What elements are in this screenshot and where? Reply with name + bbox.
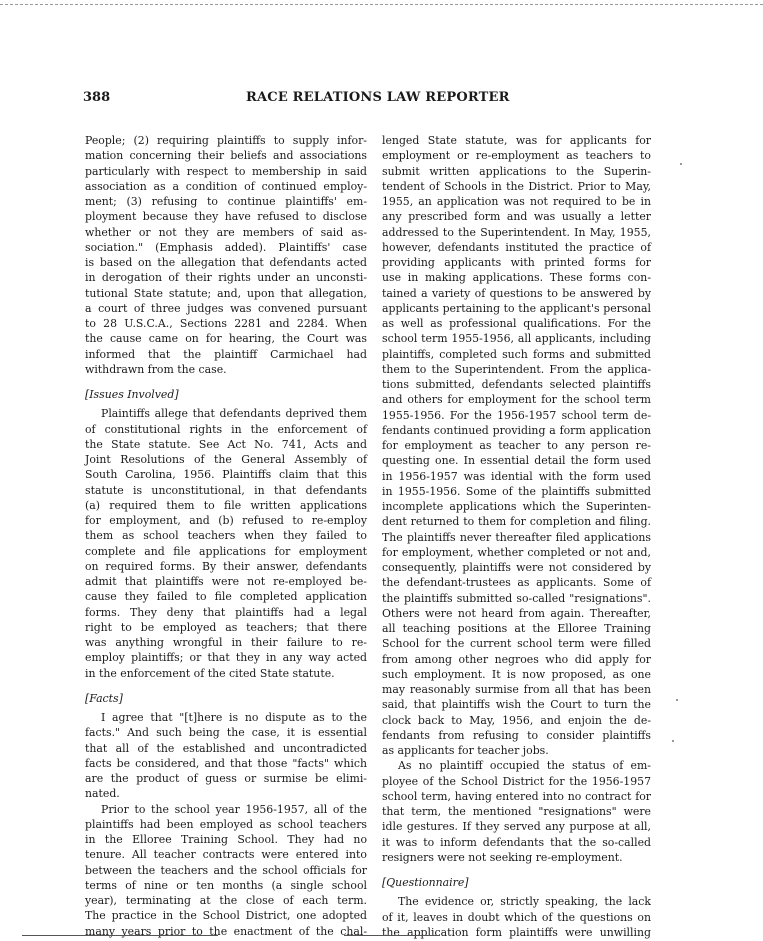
text-line: complete and file applications for employment (85, 544, 367, 558)
text-line: 1955-1956. For the 1956-1957 school term de- (382, 408, 651, 422)
text-line: whether or not they are members of said as- (85, 225, 367, 239)
text-line: from among other negroes who did apply for (382, 652, 651, 666)
text-line: tions submitted, defendants selected plaintiffs (382, 378, 651, 391)
text-line: such employment. It is now proposed, as one (382, 667, 651, 681)
issues-paragraph (85, 406, 367, 681)
text-line: that all of the established and uncontradicted (85, 741, 367, 755)
text-line: statute is unconstitutional, in that defendants (85, 483, 367, 497)
facts-heading: [Facts] (85, 691, 123, 705)
left-column (85, 133, 367, 939)
text-line: all teaching positions at the Elloree Training (382, 622, 651, 635)
text-line: incomplete applications which the Superinten- (382, 500, 651, 513)
text-line: admit that plaintiffs were not re-employed be- (85, 575, 367, 588)
scan-speck (672, 740, 674, 742)
text-line: consequently, plaintiffs were not considered by (382, 561, 651, 574)
text-line: Prior to the school year 1956-1957, all of the (101, 802, 367, 816)
scan-speck (680, 163, 682, 165)
text-line: resigners were not seeking re-employment. (382, 850, 623, 864)
text-line: ployee of the School District for the 1956-1957 (382, 774, 651, 788)
text-line: of it, leaves in doubt which of the questions on (382, 910, 651, 924)
resignations-paragraph (382, 758, 651, 865)
text-line: use in making applications. These forms con- (382, 271, 651, 285)
text-line: tained a variety of questions to be answered by (382, 286, 651, 300)
right-column (382, 133, 651, 940)
text-line: right to be employed as teachers; that there (85, 620, 367, 634)
intro-paragraph (85, 133, 367, 377)
text-line: association as a condition of continued employ- (85, 179, 367, 193)
text-line: the plaintiffs submitted so-called "resignations". (382, 591, 651, 605)
page-top-edge (0, 4, 763, 5)
text-line: School for the current school term were filled (382, 637, 651, 651)
text-line: between the teachers and the school officials for (85, 863, 367, 877)
text-line: year), terminating at the close of each term. (85, 894, 367, 907)
text-line: As no plaintiff occupied the status of em- (398, 759, 651, 773)
text-line: in 1955-1956. Some of the plaintiffs submitted (382, 484, 651, 498)
text-line: People; (2) requiring plaintiffs to supply infor- (85, 134, 367, 147)
text-line: employment or re-employment as teachers to (382, 149, 651, 163)
text-line: on required forms. By their answer, defendants (85, 559, 367, 573)
text-line: school term 1955-1956, all applicants, including (382, 332, 651, 346)
text-line: tenure. All teacher contracts were entered into (85, 848, 367, 862)
text-line: in the Elloree Training School. They had no (85, 833, 367, 846)
text-line: Plaintiffs allege that defendants deprived them (101, 407, 367, 421)
text-line: The plaintiffs never thereafter filed applications (382, 530, 651, 544)
text-line: dent returned to them for completion and filing. (382, 515, 651, 529)
text-line: plaintiffs had been employed as school teachers (85, 817, 367, 831)
issues-heading: [Issues Involved] (85, 388, 179, 401)
text-line: however, defendants instituted the practice of (382, 240, 651, 254)
text-line: the cause came on for hearing, the Court was (85, 332, 367, 346)
text-line: ployment because they have refused to disclose (85, 210, 367, 224)
text-line: The evidence or, strictly speaking, the lack (398, 895, 651, 909)
text-line: fendants from refusing to consider plaintiffs (382, 728, 651, 742)
text-line: forms. They deny that plaintiffs had a legal (85, 605, 367, 619)
text-line: in 1956-1957 was idential with the form used (382, 469, 651, 483)
text-line: plaintiffs, completed such forms and submitted (382, 347, 651, 361)
text-line: idle gestures. If they served any purpose at all, (382, 820, 651, 834)
text-line: that term, the mentioned "resignations" were (382, 805, 651, 818)
text-line: submit written applications to the Superin- (382, 164, 651, 178)
text-line: mation concerning their beliefs and associations (85, 149, 367, 163)
text-line: them as school teachers when they failed to (85, 529, 367, 543)
text-line: said, that plaintiffs wish the Court to turn the (382, 698, 651, 712)
text-line: any prescribed form and was usually a letter (382, 210, 651, 224)
text-line: lenged State statute, was for applicants for (382, 134, 651, 147)
text-line: questing one. In essential detail the form used (382, 454, 651, 468)
text-line: employ plaintiffs; or that they in any way acted (85, 651, 367, 665)
questionnaire-heading: [Questionnaire] (382, 876, 469, 889)
text-line: ment; (3) refusing to continue plaintiffs' em- (85, 195, 367, 208)
text-line: school term, having entered into no contract for (382, 789, 651, 803)
text-line: the defendant-trustees as applicants. Some of (382, 576, 651, 590)
text-line: fendants continued providing a form application (382, 423, 651, 437)
text-line: 1955, an application was not required to be in (382, 195, 651, 208)
text-line: was anything wrongful in their failure to re- (85, 636, 367, 649)
text-line: withdrawn from the case. (85, 362, 227, 376)
text-line: addressed to the Superintendent. In May, 1955, (382, 225, 651, 239)
text-line: Others were not heard from again. Thereafter, (382, 606, 651, 620)
text-line: South Carolina, 1956. Plaintiffs claim that this (85, 468, 367, 482)
text-line: cause they failed to file completed application (85, 590, 367, 604)
text-line: the State statute. See Act No. 741, Acts and (85, 437, 367, 451)
text-line: clock back to May, 1956, and enjoin the de- (382, 713, 651, 727)
text-line: in derogation of their rights under an unconsti- (85, 271, 367, 285)
text-line: the application form plaintiffs were unwilling (382, 925, 651, 939)
text-line: is based on the allegation that defendants acted (85, 256, 367, 269)
text-line: to 28 U.S.C.A., Sections 2281 and 2284. When (85, 317, 367, 330)
text-line: Joint Resolutions of the General Assembly of (85, 453, 367, 466)
text-line: applicants pertaining to the applicant's personal (382, 301, 651, 315)
text-line: providing applicants with printed forms for (382, 256, 651, 269)
text-line: nated. (85, 787, 120, 801)
facts-paragraph-2 (85, 802, 367, 939)
text-line: a court of three judges was convened pursuant (85, 301, 367, 315)
text-line: them to the Superintendent. From the applica- (382, 362, 651, 376)
footer-rule (344, 935, 440, 936)
text-line: and others for employment for the school term (382, 393, 651, 407)
text-line: may reasonably surmise from all that has been (382, 683, 651, 696)
text-line: (a) required them to file written applications (85, 498, 367, 512)
text-line: for employment, whether completed or not and, (382, 545, 651, 559)
text-line: tutional State statute; and, upon that allegation, (85, 286, 367, 300)
scan-speck (676, 699, 678, 701)
text-line: of constitutional rights in the enforcement of (85, 422, 367, 436)
footer-rule (22, 935, 218, 936)
text-line: it was to inform defendants that the so-called (382, 835, 651, 849)
text-line: for employment, and (b) refused to re-employ (85, 514, 367, 527)
text-line: informed that the plaintiff Carmichael had (85, 347, 367, 361)
text-line: facts." And such being the case, it is essential (85, 726, 367, 740)
text-line: as well as professional qualifications. For the (382, 317, 651, 330)
text-line: are the product of guess or surmise be elimi- (85, 772, 367, 785)
text-line: in the enforcement of the cited State statute. (85, 666, 335, 680)
text-line: tendent of Schools in the District. Prior to May, (382, 179, 651, 193)
text-line: particularly with respect to membership in said (85, 164, 367, 178)
text-line: The practice in the School District, one adopted (85, 909, 367, 923)
text-line: I agree that "[t]here is no dispute as to the (101, 711, 367, 724)
text-line: for employment as teacher to any person re- (382, 439, 651, 452)
text-line: terms of nine or ten months (a single school (85, 878, 367, 892)
text-line: facts be considered, and that those "facts" which (85, 756, 367, 770)
continuation-paragraph (382, 133, 651, 758)
facts-paragraph-1 (85, 710, 367, 802)
questionnaire-paragraph (382, 894, 651, 940)
running-head: RACE RELATIONS LAW REPORTER (246, 90, 510, 105)
page-number: 388 (83, 90, 111, 105)
text-line: as applicants for teacher jobs. (382, 744, 549, 757)
text-line: sociation." (Emphasis added). Plaintiffs' case (85, 240, 367, 254)
text-line: many years prior to the enactment of the chal- (85, 924, 367, 938)
